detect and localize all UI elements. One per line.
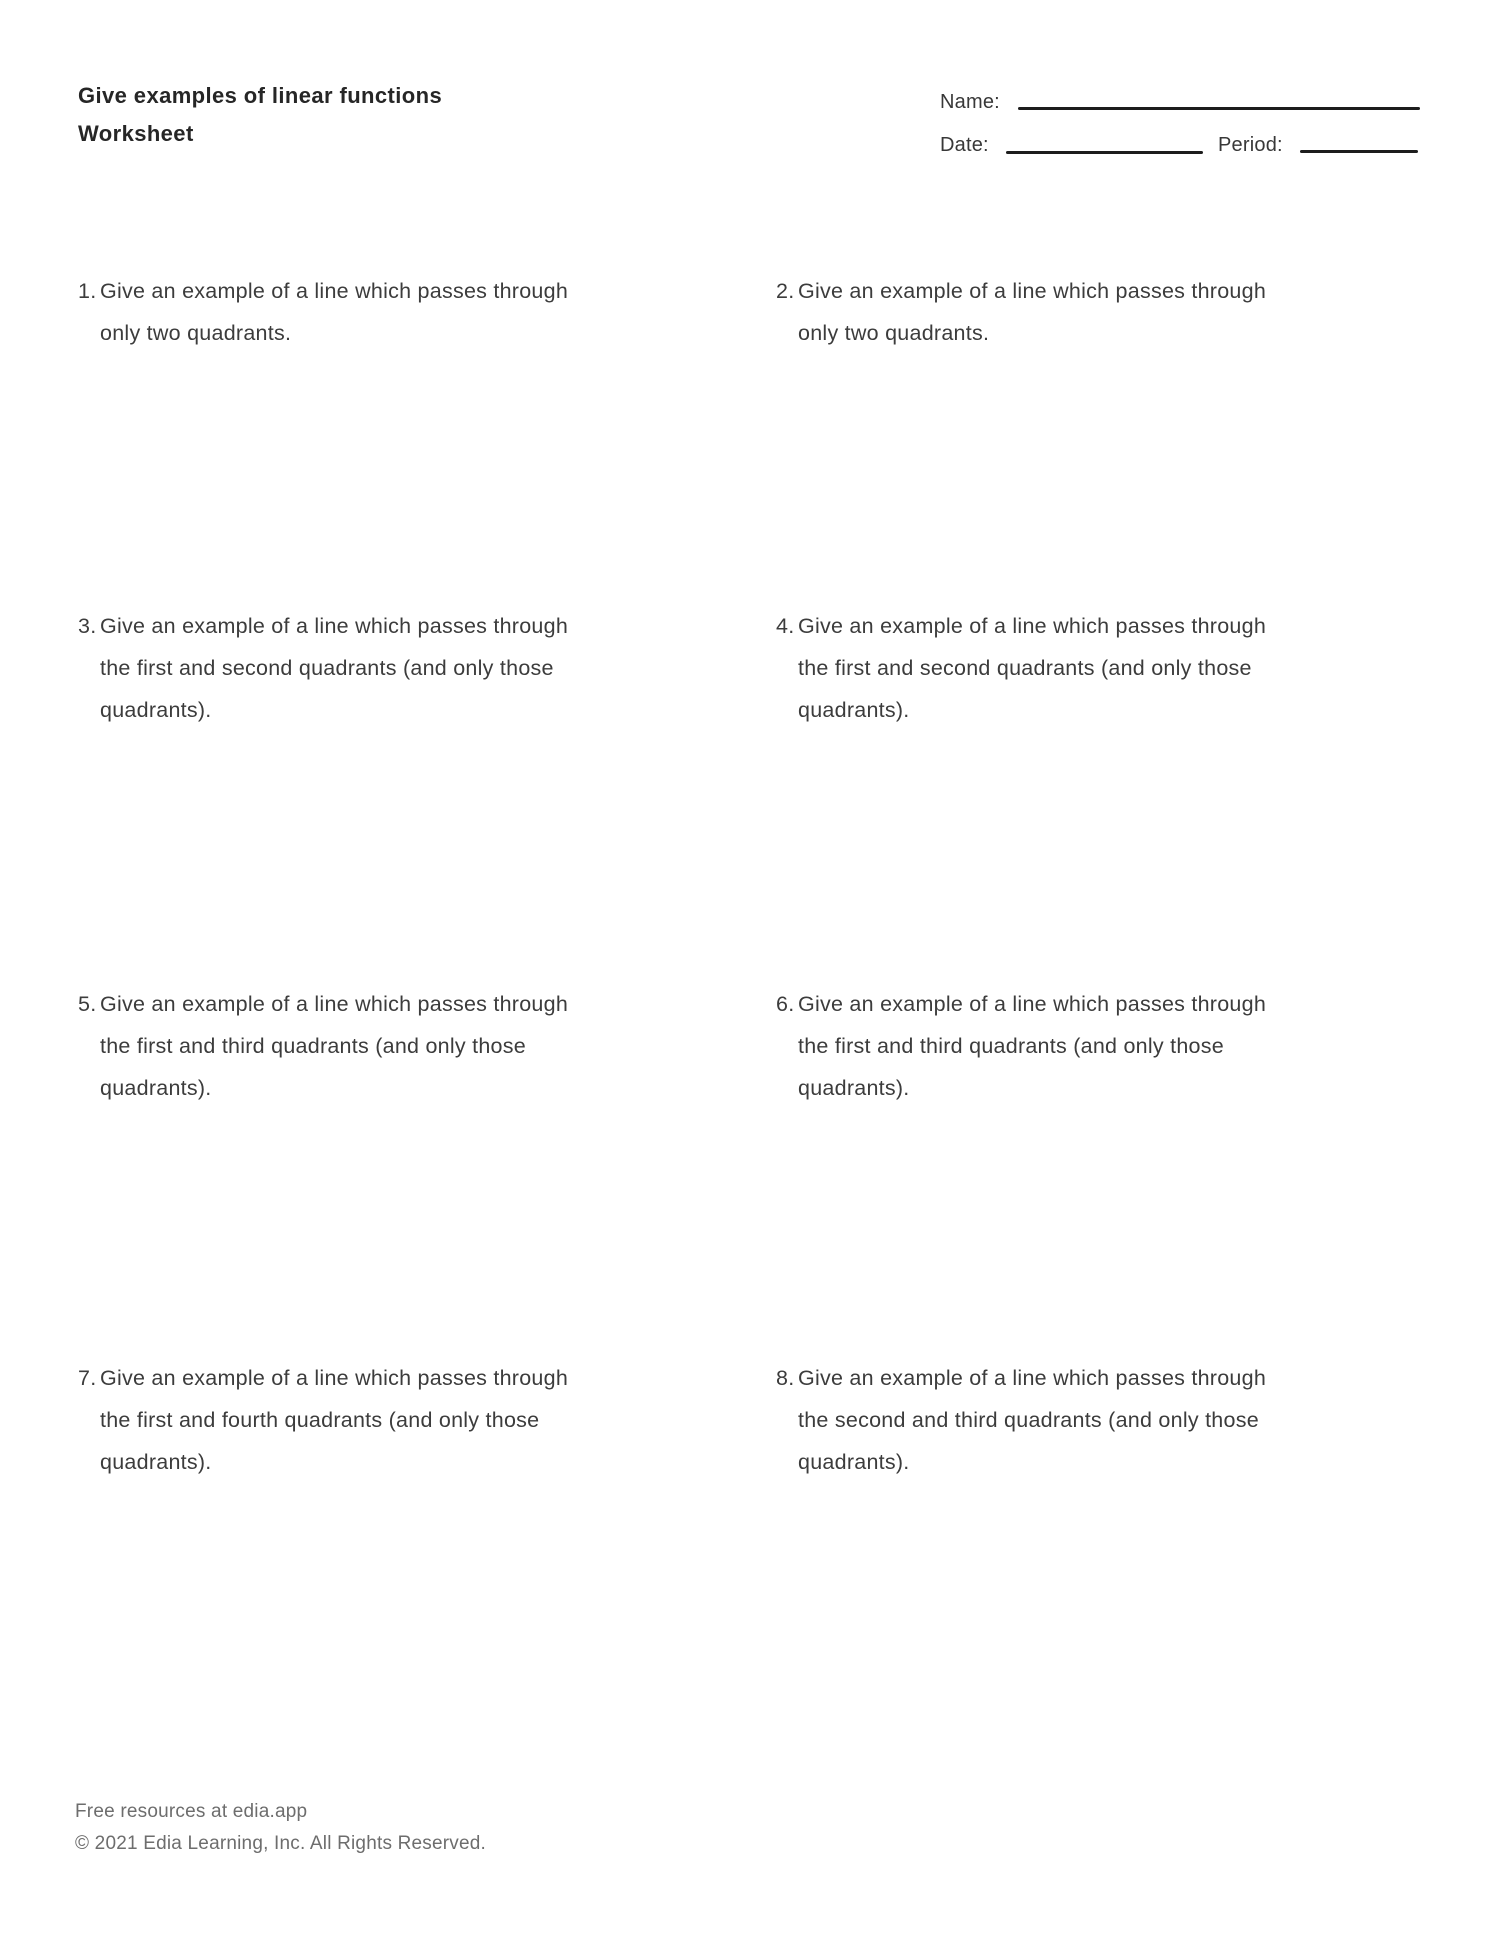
question-line: the first and second quadrants (and only those bbox=[798, 656, 1252, 680]
question-line: the first and second quadrants (and only those bbox=[100, 656, 554, 680]
page-footer bbox=[75, 1796, 486, 1860]
name-blank-line bbox=[1018, 107, 1420, 110]
question-line: the first and fourth quadrants (and only those bbox=[100, 1408, 540, 1432]
question-line: quadrants). bbox=[798, 698, 910, 722]
period-label: Period: bbox=[1218, 134, 1283, 156]
question-line: Give an example of a line which passes through bbox=[798, 992, 1267, 1016]
question-4 bbox=[776, 605, 1318, 731]
question-5 bbox=[78, 983, 620, 1109]
question-number: 4. bbox=[776, 614, 795, 638]
title-line-1: Give examples of linear functions bbox=[78, 83, 443, 108]
question-line: quadrants). bbox=[100, 698, 212, 722]
title-line-2: Worksheet bbox=[78, 121, 194, 146]
question-2 bbox=[776, 270, 1318, 354]
period-blank-line bbox=[1300, 150, 1418, 153]
question-line: Give an example of a line which passes through bbox=[798, 279, 1267, 303]
question-3 bbox=[78, 605, 620, 731]
question-1 bbox=[78, 270, 620, 354]
question-line: only two quadrants. bbox=[100, 321, 292, 345]
question-line: quadrants). bbox=[100, 1450, 212, 1474]
question-line: the first and third quadrants (and only those bbox=[798, 1034, 1224, 1058]
question-line: Give an example of a line which passes through bbox=[100, 1366, 569, 1390]
question-line: only two quadrants. bbox=[798, 321, 990, 345]
question-line: Give an example of a line which passes through bbox=[798, 1366, 1267, 1390]
question-6 bbox=[776, 983, 1318, 1109]
name-label: Name: bbox=[940, 91, 1000, 113]
footer-resources-text: Free resources at edia.app bbox=[75, 1801, 308, 1822]
question-line: Give an example of a line which passes through bbox=[100, 992, 569, 1016]
question-line: Give an example of a line which passes through bbox=[100, 279, 569, 303]
question-number: 8. bbox=[776, 1366, 795, 1390]
question-7 bbox=[78, 1357, 620, 1483]
footer-copyright-text: © 2021 Edia Learning, Inc. All Rights Reserved. bbox=[75, 1833, 487, 1854]
question-line: quadrants). bbox=[798, 1076, 910, 1100]
question-line: Give an example of a line which passes through bbox=[100, 614, 569, 638]
question-line: quadrants). bbox=[798, 1450, 910, 1474]
question-8 bbox=[776, 1357, 1318, 1483]
question-line: Give an example of a line which passes through bbox=[798, 614, 1267, 638]
question-number: 1. bbox=[78, 279, 97, 303]
page-title bbox=[78, 77, 442, 153]
question-line: the second and third quadrants (and only those bbox=[798, 1408, 1259, 1432]
question-number: 6. bbox=[776, 992, 795, 1016]
question-number: 5. bbox=[78, 992, 97, 1016]
question-number: 7. bbox=[78, 1366, 97, 1390]
date-label: Date: bbox=[940, 134, 989, 156]
question-line: quadrants). bbox=[100, 1076, 212, 1100]
date-blank-line bbox=[1006, 151, 1203, 154]
question-number: 2. bbox=[776, 279, 795, 303]
question-line: the first and third quadrants (and only those bbox=[100, 1034, 526, 1058]
question-number: 3. bbox=[78, 614, 97, 638]
